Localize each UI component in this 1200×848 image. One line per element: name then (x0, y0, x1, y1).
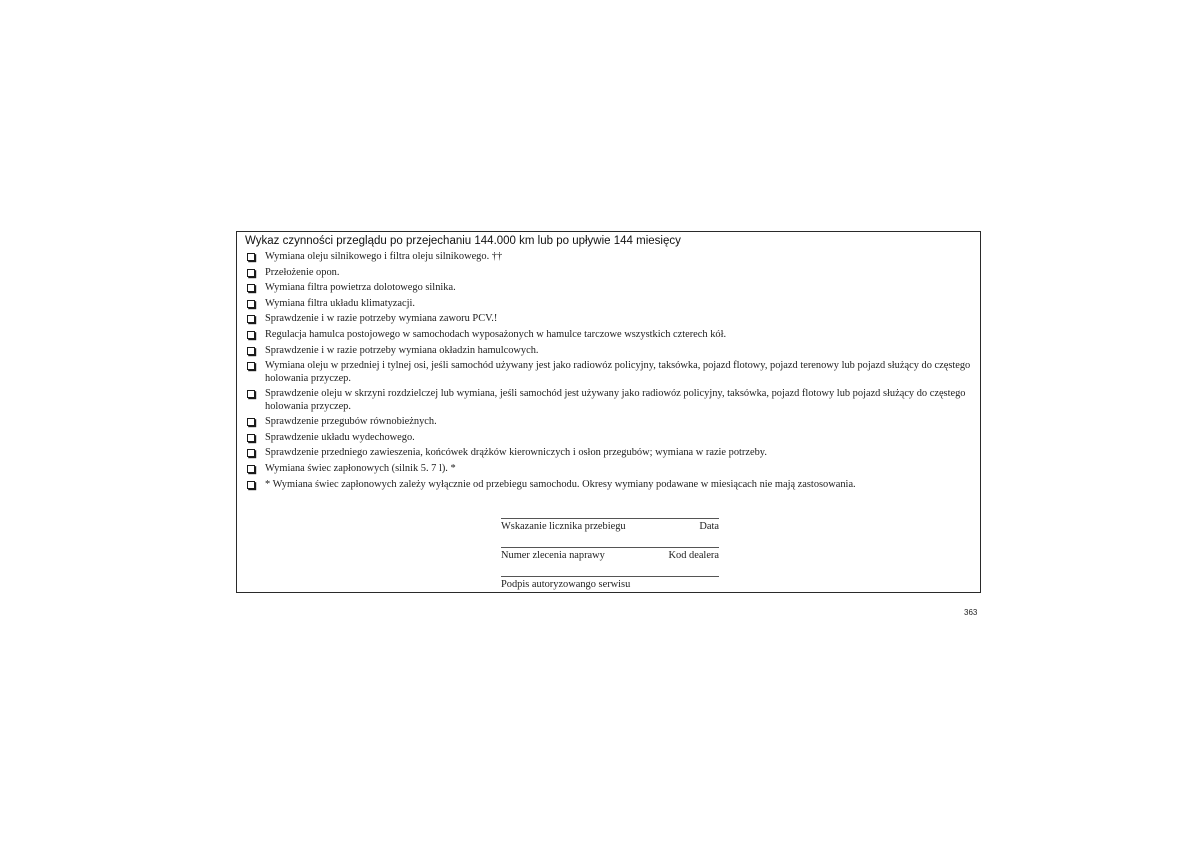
checkbox-icon[interactable] (247, 269, 255, 277)
task-text: Wymiana oleju w przedniej i tylnej osi, jeśli samochód używany jest jako radiowóz policyjny, taksówka, pojazd flotowy, pojazd terenowy lub pojazd służący do częstego holowania przyczep. (265, 360, 971, 384)
signature-row-odometer (501, 518, 719, 547)
dealer-code-label: Kod dealera (668, 550, 719, 561)
checkbox-icon[interactable] (247, 362, 255, 370)
task-text: Sprawdzenie i w razie potrzeby wymiana okładzin hamulcowych. (265, 344, 539, 356)
task-item (247, 416, 975, 428)
task-text: * Wymiana świec zapłonowych zależy wyłącznie od przebiegu samochodu. Okresy wymiany podawane w miesiącach nie mają zastosowania. (265, 478, 856, 490)
task-item-footnote (247, 479, 975, 491)
checkbox-icon[interactable] (247, 418, 255, 426)
task-list (247, 251, 975, 494)
task-text: Regulacja hamulca postojowego w samochodach wyposażonych w hamulce tarczowe wszystkich czterech kół. (265, 328, 727, 340)
task-item (247, 360, 975, 385)
task-text: Wymiana filtra układu klimatyzacji. (265, 297, 415, 309)
repair-order-number-label: Numer zlecenia naprawy (501, 550, 605, 561)
task-item (247, 447, 975, 459)
task-item (247, 329, 975, 341)
task-item (247, 298, 975, 310)
checkbox-icon[interactable] (247, 347, 255, 355)
date-label: Data (699, 521, 719, 532)
checkbox-icon[interactable] (247, 481, 255, 489)
task-text: Wymiana oleju silnikowego i filtra oleju silnikowego. †† (265, 251, 503, 262)
task-item (247, 251, 975, 263)
task-text: Sprawdzenie przedniego zawieszenia, końcówek drążków kierowniczych i osłon przegubów; wymiana w razie potrzeby. (265, 447, 767, 459)
task-text: Sprawdzenie oleju w skrzyni rozdzielczej lub wymiana, jeśli samochód jest używany jako radiowóz policyjny, taksówka, pojazd flotowy lub pojazd służący do częstego holowania przyczep. (265, 388, 966, 412)
checkbox-icon[interactable] (247, 465, 255, 473)
checkbox-icon[interactable] (247, 284, 255, 292)
task-text: Wymiana świec zapłonowych (silnik 5. 7 l). * (265, 462, 456, 474)
checkbox-icon[interactable] (247, 390, 255, 398)
signature-row-order (501, 547, 719, 576)
task-item (247, 388, 975, 413)
odometer-reading-label: Wskazanie licznika przebiegu (501, 521, 626, 532)
checkbox-icon[interactable] (247, 253, 255, 261)
task-text: Sprawdzenie przegubów równobieżnych. (265, 416, 437, 428)
maintenance-checklist-box (236, 231, 981, 593)
checkbox-icon[interactable] (247, 300, 255, 308)
task-item (247, 313, 975, 325)
task-item (247, 282, 975, 294)
checkbox-icon[interactable] (247, 449, 255, 457)
checkbox-icon[interactable] (247, 315, 255, 323)
checkbox-icon[interactable] (247, 331, 255, 339)
checkbox-icon[interactable] (247, 434, 255, 442)
signature-area (501, 518, 719, 605)
task-item (247, 267, 975, 279)
checklist-title: Wykaz czynności przeglądu po przejechaniu 144.000 km lub po upływie 144 miesięcy (245, 235, 681, 247)
task-text: Sprawdzenie i w razie potrzeby wymiana zaworu PCV.! (265, 313, 498, 325)
authorized-service-signature-label: Podpis autoryzowango serwisu (501, 579, 631, 590)
task-text: Wymiana filtra powietrza dolotowego silnika. (265, 282, 456, 294)
task-item (247, 345, 975, 357)
task-text: Sprawdzenie układu wydechowego. (265, 431, 415, 443)
task-text: Przełożenie opon. (265, 266, 340, 278)
signature-row-service (501, 576, 719, 605)
task-item (247, 432, 975, 444)
page-number: 363 (964, 608, 978, 617)
task-item (247, 463, 975, 475)
